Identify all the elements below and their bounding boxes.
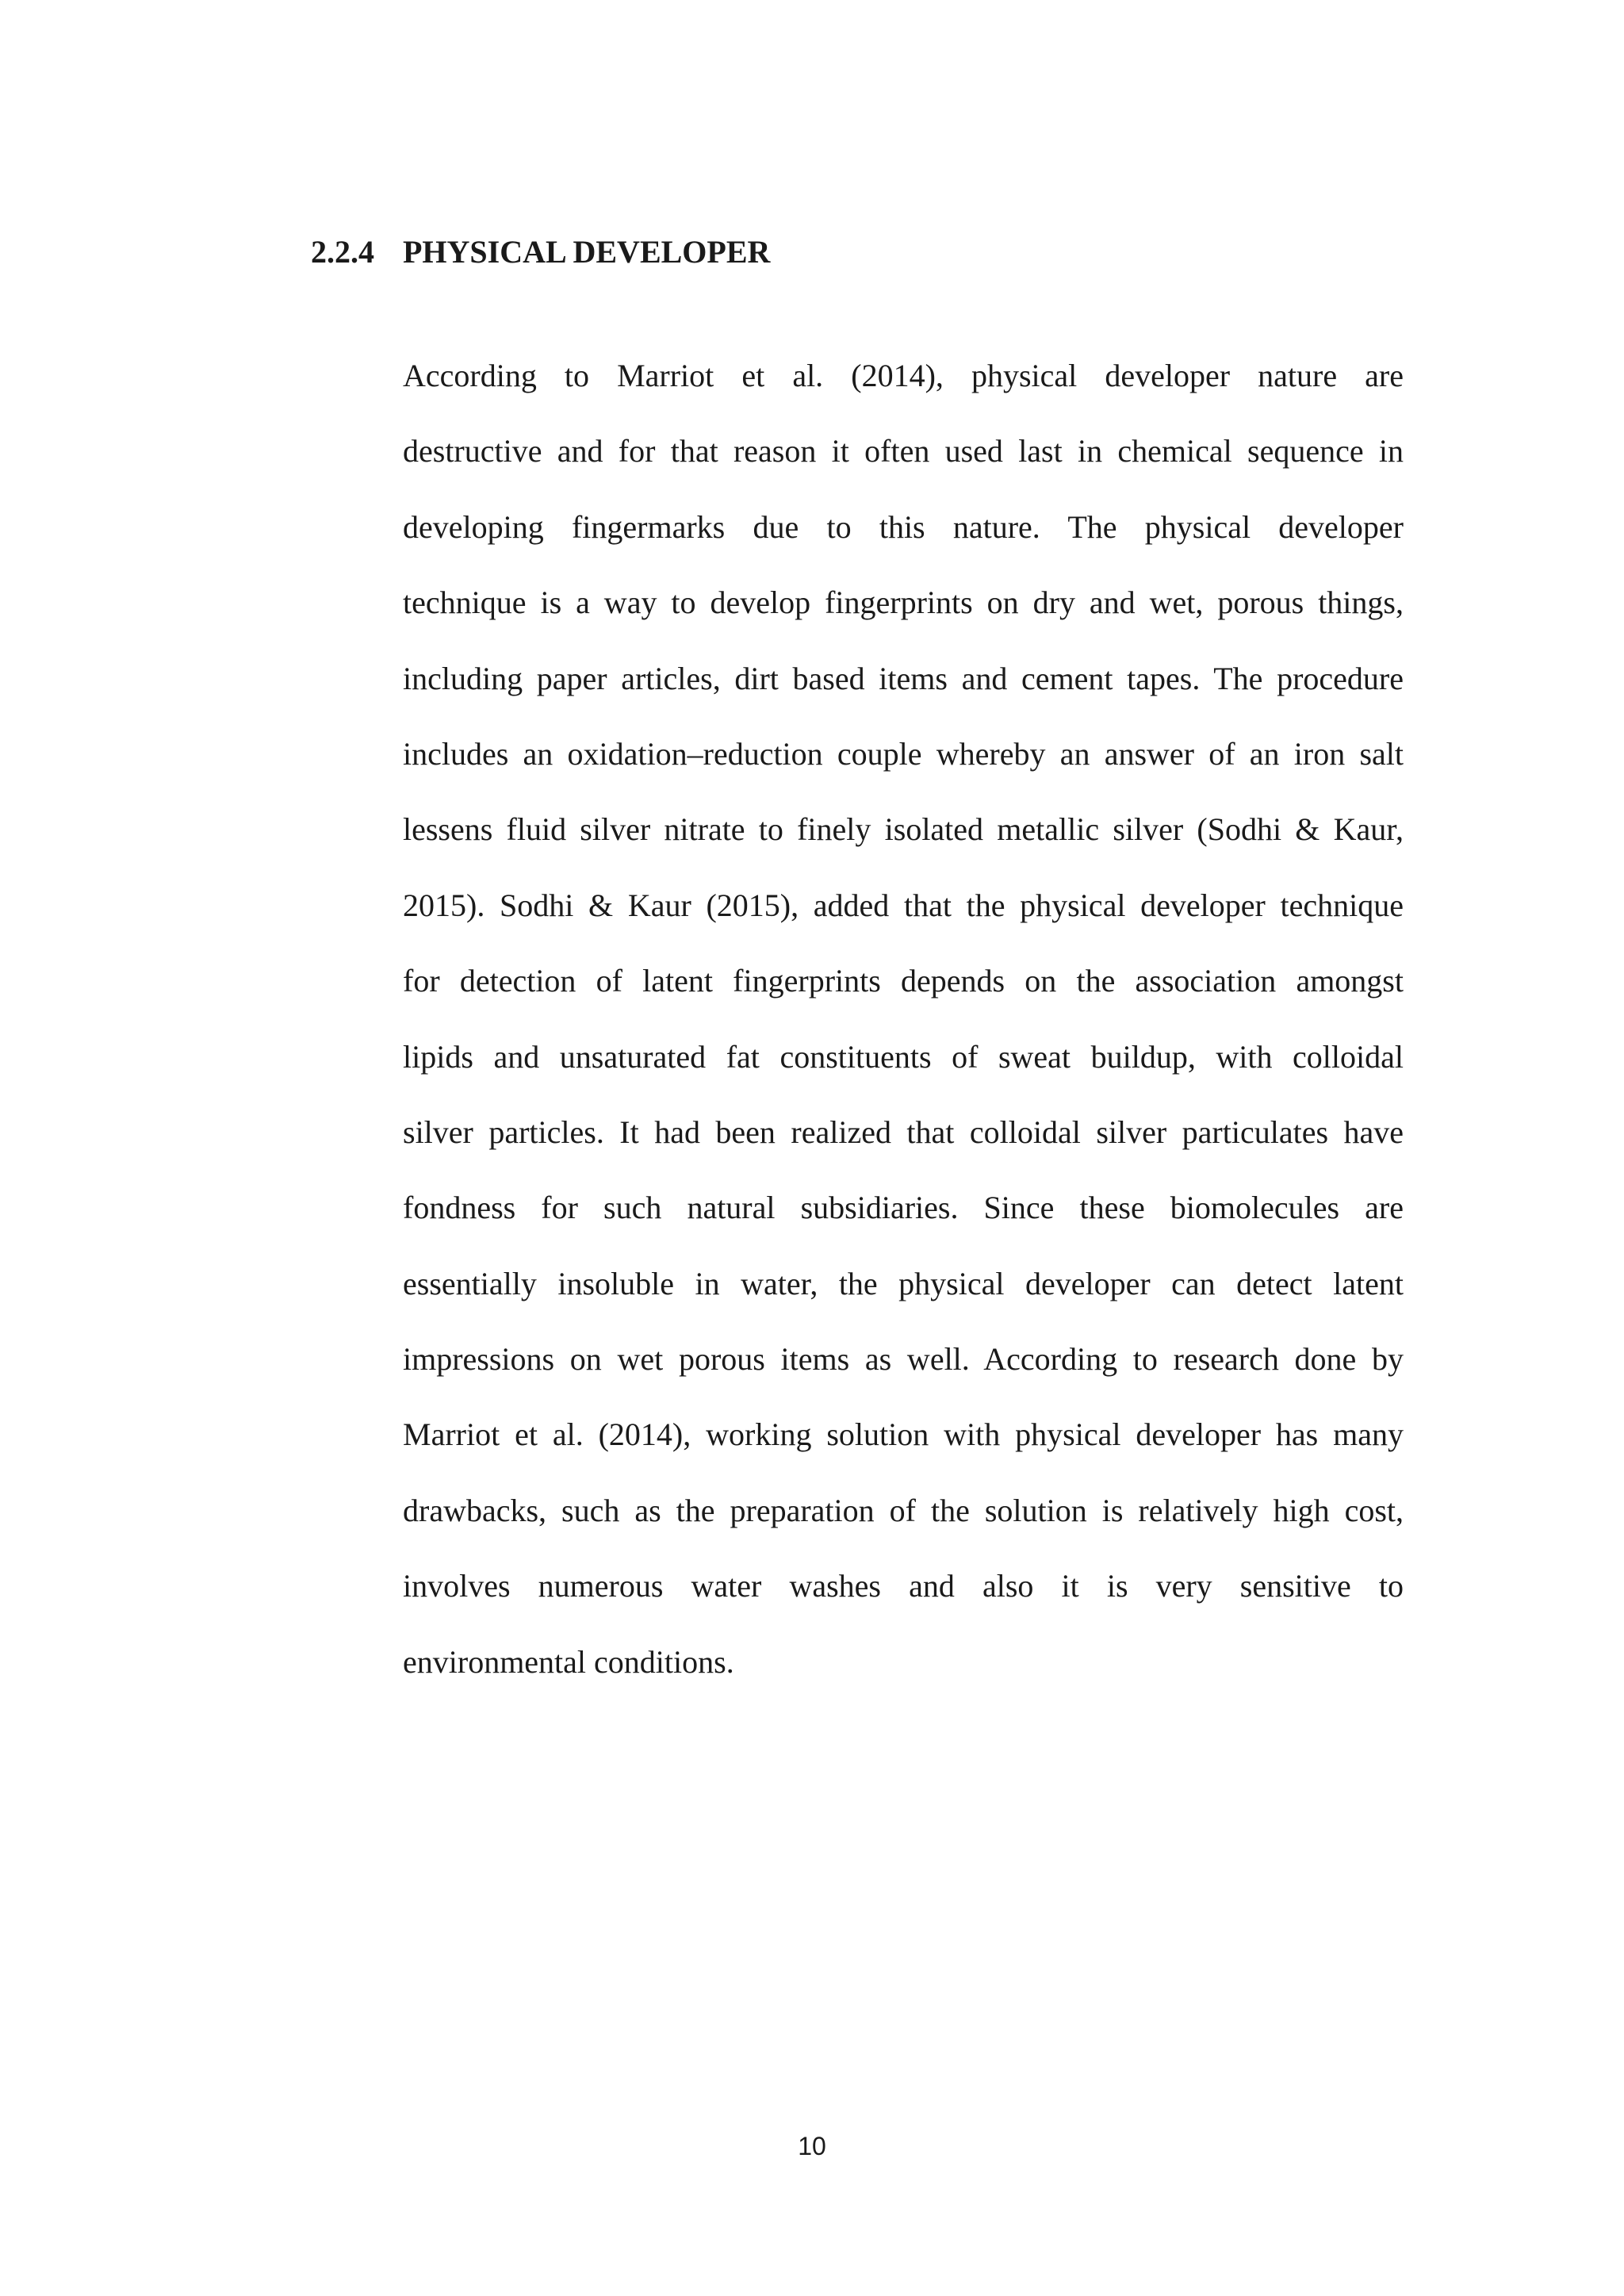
paragraph-line: lessens fluid silver nitrate to finely isolated metallic silver (Sodhi & Kaur, xyxy=(403,811,1404,848)
paragraph-line: According to Marriot et al. (2014), physical developer nature are xyxy=(403,358,1404,393)
paragraph-line: Marriot et al. (2014), working solution with physical developer has many xyxy=(403,1416,1404,1453)
paragraph-line: includes an oxidation–reduction couple whereby an answer of an iron salt xyxy=(403,735,1404,772)
paragraph-line: lipids and unsaturated fat constituents of sweat buildup, with colloidal xyxy=(403,1038,1404,1075)
paragraph-line: impressions on wet porous items as well. According to research done by xyxy=(403,1341,1404,1378)
paragraph-line: 2015). Sodhi & Kaur (2015), added that the physical developer technique xyxy=(403,887,1404,923)
paragraph-line: essentially insoluble in water, the physical developer can detect latent xyxy=(403,1265,1404,1301)
body-paragraph xyxy=(403,338,1404,1700)
paragraph-line: technique is a way to develop fingerprints on dry and wet, porous things, xyxy=(403,585,1404,621)
paragraph-line: environmental conditions. xyxy=(403,1643,734,1680)
paragraph-line: involves numerous water washes and also it is very sensitive to xyxy=(403,1568,1404,1604)
paragraph-line: fondness for such natural subsidiaries. Since these biomolecules are xyxy=(403,1190,1404,1226)
paragraph-line: destructive and for that reason it often used last in chemical sequence in xyxy=(403,433,1404,470)
section-heading xyxy=(311,230,770,274)
section-title: PHYSICAL DEVELOPER xyxy=(403,234,771,270)
section-number: 2.2.4 xyxy=(311,234,374,270)
paragraph-line: including paper articles, dirt based items and cement tapes. The procedure xyxy=(403,660,1404,696)
paragraph-line: silver particles. It had been realized that colloidal silver particulates have xyxy=(403,1114,1404,1150)
paragraph-line: developing fingermarks due to this nature. The physical developer xyxy=(403,508,1404,545)
page-number: 10 xyxy=(798,2132,826,2160)
paragraph-line: drawbacks, such as the preparation of the solution is relatively high cost, xyxy=(403,1492,1404,1528)
paragraph-line: for detection of latent fingerprints depends on the association amongst xyxy=(403,963,1404,999)
